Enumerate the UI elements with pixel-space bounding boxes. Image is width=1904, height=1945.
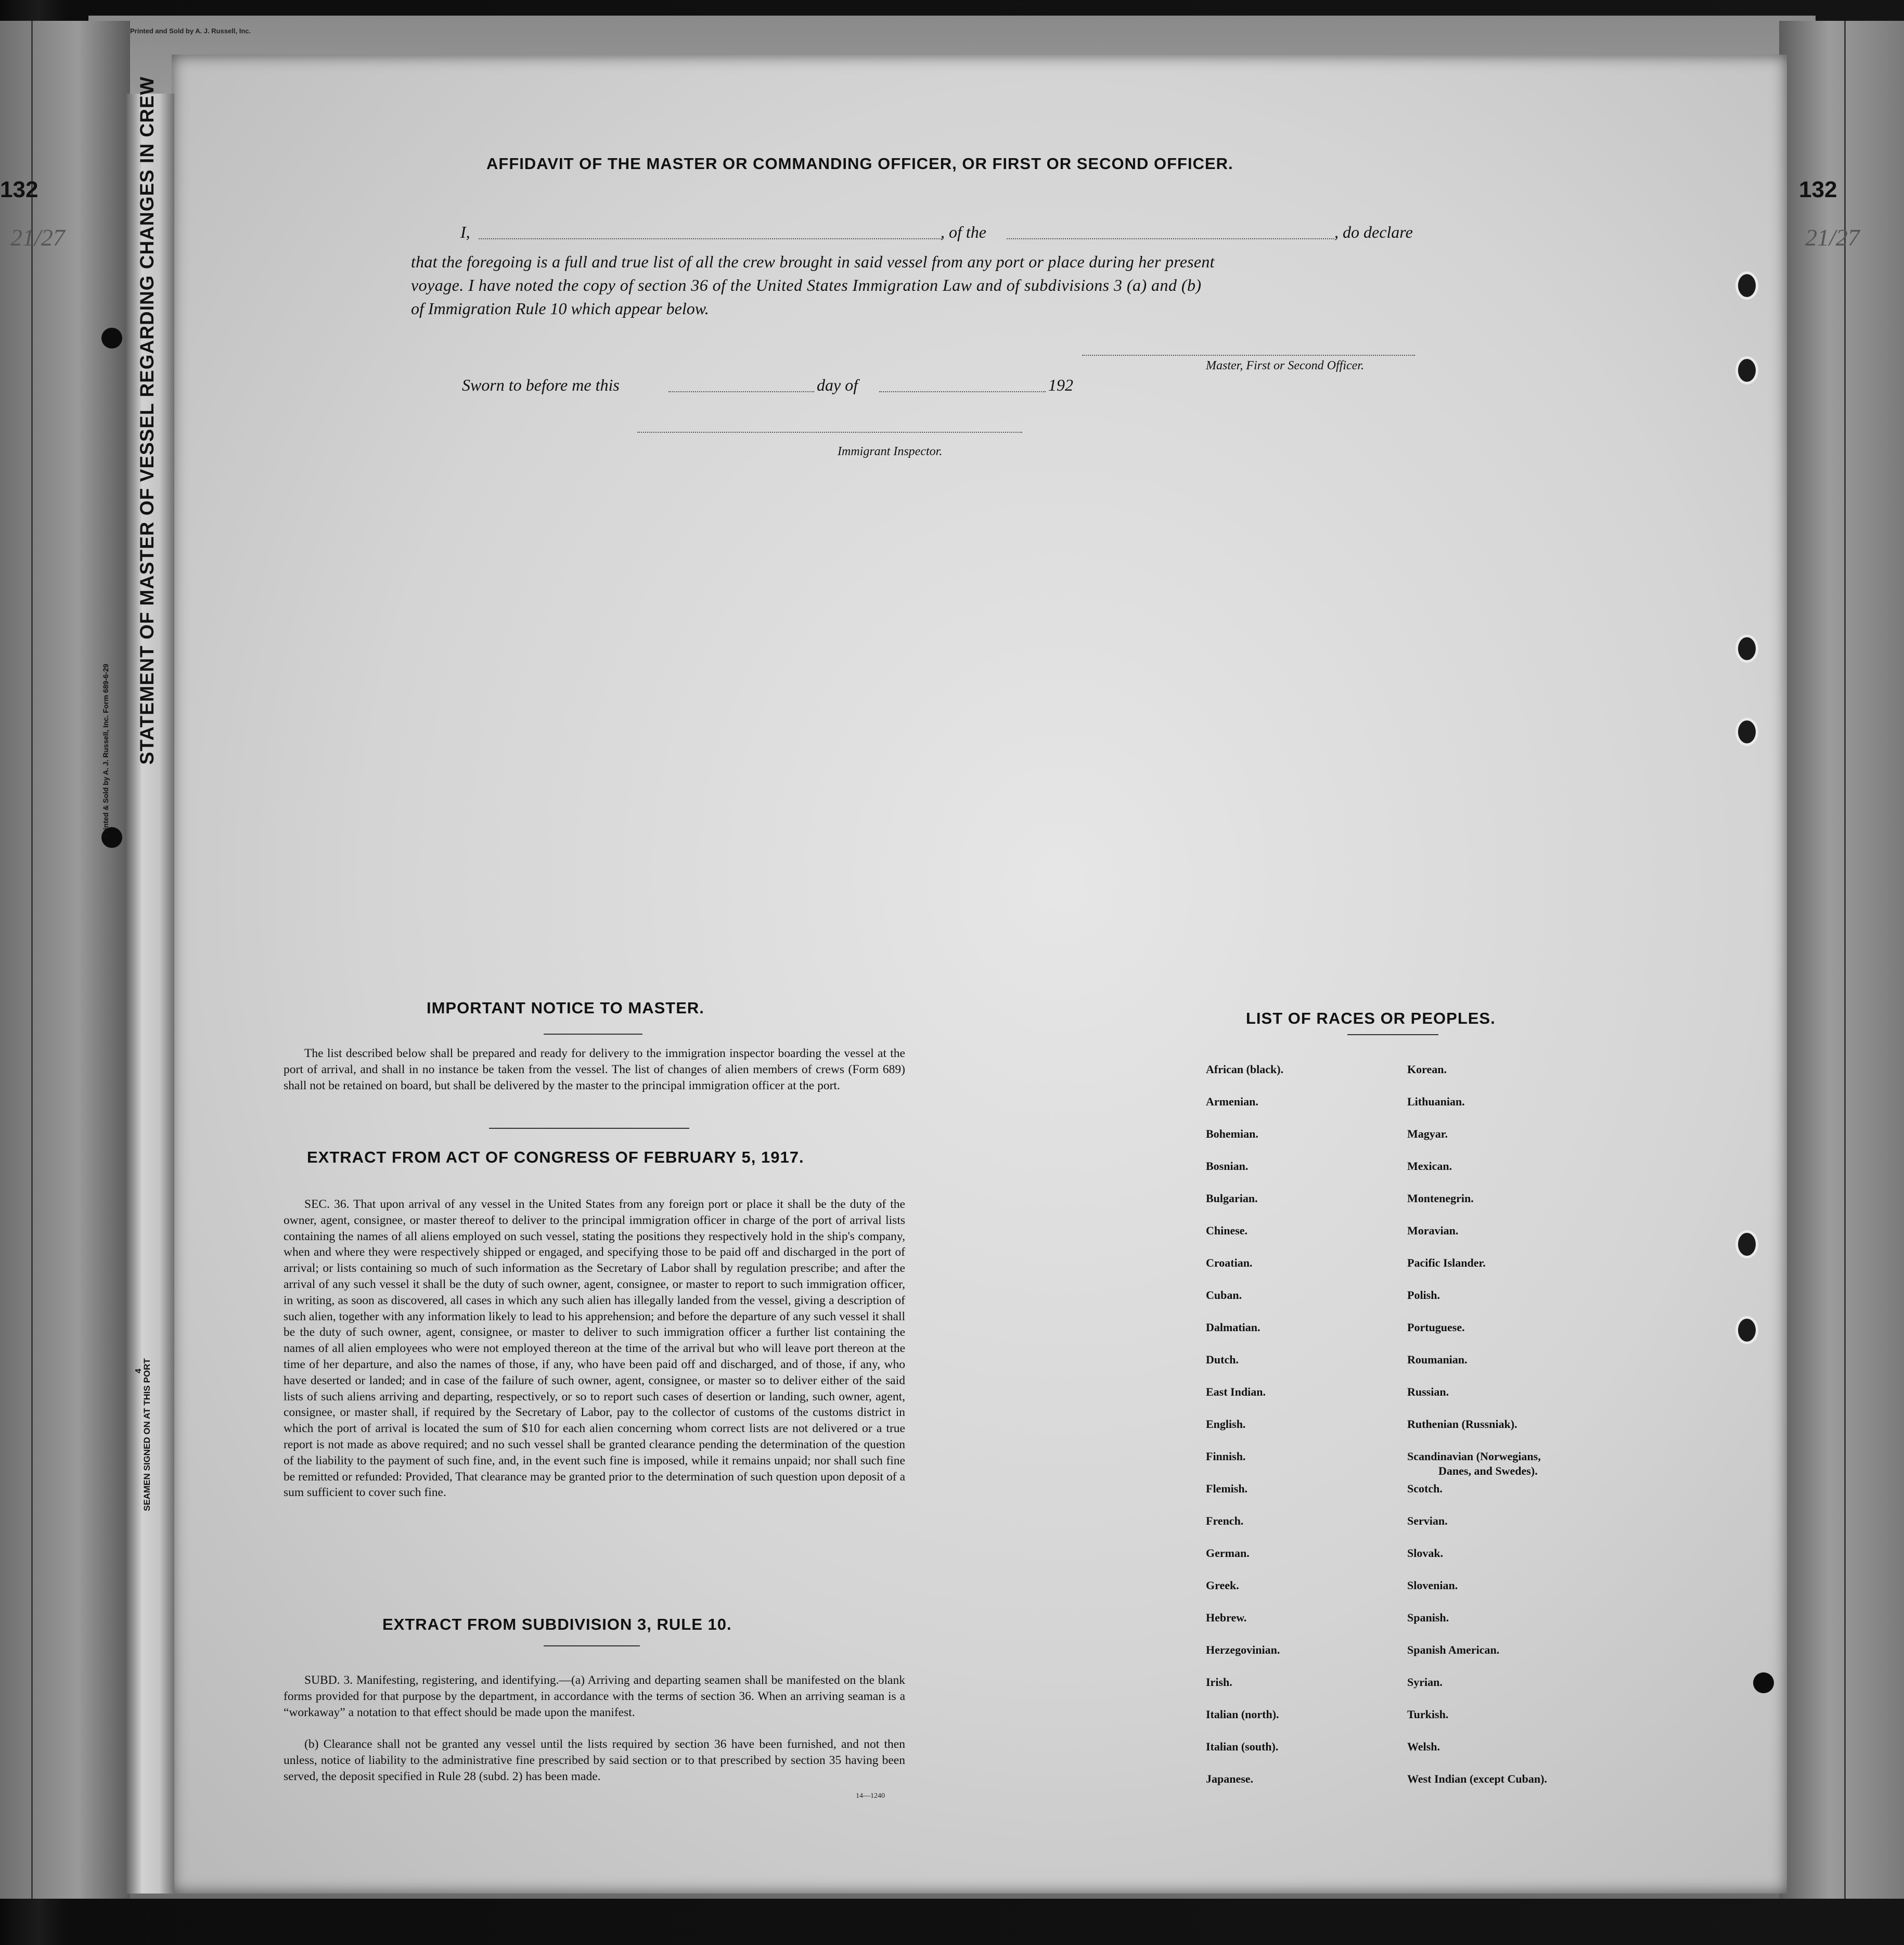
race-right: Spanish. <box>1407 1611 1449 1624</box>
race-right: Pacific Islander. <box>1407 1256 1486 1269</box>
race-right: Spanish American. <box>1407 1643 1500 1656</box>
strip-title: STATEMENT OF MASTER OF VESSEL REGARDING CHANGES IN CREW <box>136 76 158 765</box>
margin-figure-right: 21/27 <box>1805 224 1860 251</box>
printer-mark: Printed and Sold by A. J. Russell, Inc. <box>130 27 251 35</box>
race-right: Slovak. <box>1407 1547 1444 1560</box>
affidavit-line3: voyage. I have noted the copy of section 36 of the United States Immigration Law and of subdivisions 3 (a) and (b) <box>411 276 1202 294</box>
race-right: Slovenian. <box>1407 1579 1458 1592</box>
race-left: Dalmatian. <box>1206 1321 1260 1334</box>
race-left: English. <box>1206 1418 1246 1431</box>
notice-divider <box>544 1034 642 1035</box>
punch-hole <box>1735 1316 1758 1344</box>
race-right: Scotch. <box>1407 1482 1443 1495</box>
section-divider <box>489 1128 689 1129</box>
race-left: Italian (south). <box>1206 1740 1279 1753</box>
notice-title: IMPORTANT NOTICE TO MASTER. <box>427 999 704 1017</box>
race-left: Herzegovinian. <box>1206 1643 1280 1656</box>
race-right: Roumanian. <box>1407 1353 1468 1366</box>
race-right: Korean. <box>1407 1063 1447 1076</box>
race-right: Polish. <box>1407 1289 1440 1302</box>
race-left: Finnish. <box>1206 1450 1246 1463</box>
race-right: Lithuanian. <box>1407 1095 1465 1108</box>
right-page-ruling <box>1844 21 1846 1899</box>
sworn-text: Sworn to before me this <box>462 376 620 394</box>
day-of-text: day of <box>817 376 858 394</box>
race-left: Bulgarian. <box>1206 1192 1258 1205</box>
race-right: Ruthenian (Russniak). <box>1407 1418 1517 1431</box>
race-right: Turkish. <box>1407 1708 1449 1721</box>
affidavit-title: AFFIDAVIT OF THE MASTER OR COMMANDING OFFICER, OR FIRST OR SECOND OFFICER. <box>486 154 1233 173</box>
punch-hole <box>1735 718 1758 746</box>
race-right: West Indian (except Cuban). <box>1407 1772 1547 1785</box>
rule-text-b: (b) Clearance shall not be granted any vessel until the lists required by section 36 have been furnished, and not then unless, notice of liability to the administrative fine prescribed by said section or to that prescribed by section 35 having been served, the deposit specified in Rule 28 (subd. 2) has been made. <box>284 1737 905 1783</box>
sworn-day-blank[interactable] <box>668 391 814 392</box>
race-left: German. <box>1206 1547 1250 1560</box>
strip-subtitle: SEAMEN SIGNED ON AT THIS PORT <box>142 1358 152 1511</box>
race-right: Servian. <box>1407 1514 1448 1527</box>
race-left: East Indian. <box>1206 1385 1266 1398</box>
race-left: Japanese. <box>1206 1772 1254 1785</box>
strip-printer-mark: Printed & Sold by A. J. Russell, Inc. Form 689-6-29 <box>101 663 110 838</box>
race-right: Syrian. <box>1407 1676 1443 1689</box>
sworn-month-blank[interactable] <box>879 391 1046 392</box>
race-right: Moravian. <box>1407 1224 1459 1237</box>
punch-hole <box>1735 356 1758 384</box>
race-left: Flemish. <box>1206 1482 1248 1495</box>
race-left: Cuban. <box>1206 1289 1242 1302</box>
race-left: Italian (north). <box>1206 1708 1279 1721</box>
rule-title: EXTRACT FROM SUBDIVISION 3, RULE 10. <box>382 1615 732 1633</box>
left-facing-page <box>0 21 130 1899</box>
act-title: EXTRACT FROM ACT OF CONGRESS OF FEBRUARY 5, 1917. <box>307 1148 804 1166</box>
year-text: 192 <box>1048 376 1073 394</box>
race-right: Russian. <box>1407 1385 1449 1398</box>
races-title: LIST OF RACES OR PEOPLES. <box>1246 1009 1496 1027</box>
margin-figure-left: 21/27 <box>10 224 65 251</box>
page-number-left: 132 <box>0 177 38 202</box>
punch-hole <box>1735 635 1758 663</box>
race-left: French. <box>1206 1514 1244 1527</box>
strip-number: 4 <box>134 1369 143 1373</box>
race-left: Greek. <box>1206 1579 1239 1592</box>
left-page-ruling <box>31 21 33 1899</box>
race-right: Scandinavian (Norwegians, <box>1407 1450 1541 1463</box>
vessel-blank[interactable] <box>1007 238 1334 239</box>
rule-text-a: SUBD. 3. Manifesting, registering, and identifying.—(a) Arriving and departing seamen shall be manifested on the blank forms provided for that purpose by the department, in accordance with the terms of section 36. When an arriving seaman is a “workaway” a notation to that effect should be made upon the manifest. <box>284 1673 905 1719</box>
race-left: Croatian. <box>1206 1256 1253 1269</box>
form-number: 14—1240 <box>856 1792 885 1800</box>
affidavit-line2: that the foregoing is a full and true list of all the crew brought in said vessel from any port or place during her present <box>411 252 1215 271</box>
punch-hole <box>1735 1230 1758 1258</box>
race-left: African (black). <box>1206 1063 1284 1076</box>
race-right: Montenegrin. <box>1407 1192 1474 1205</box>
master-signature-line[interactable] <box>1082 355 1415 356</box>
inspector-label: Immigrant Inspector. <box>838 445 943 458</box>
race-right: Danes, and Swedes). <box>1438 1464 1538 1477</box>
race-right: Magyar. <box>1407 1127 1448 1140</box>
race-right: Welsh. <box>1407 1740 1440 1753</box>
race-left: Armenian. <box>1206 1095 1258 1108</box>
race-left: Irish. <box>1206 1676 1232 1689</box>
punch-hole <box>1735 272 1758 300</box>
race-right: Portuguese. <box>1407 1321 1465 1334</box>
race-left: Dutch. <box>1206 1353 1239 1366</box>
affidavit-of-the: , of the <box>941 223 986 241</box>
punch-hole <box>1753 1672 1774 1693</box>
rule-divider <box>544 1645 640 1646</box>
affidavit-i: I, <box>460 223 470 241</box>
page-number-right: 132 <box>1799 177 1837 202</box>
races-divider <box>1347 1034 1438 1035</box>
race-left: Bosnian. <box>1206 1160 1249 1173</box>
inspector-signature-line[interactable] <box>637 432 1022 433</box>
notice-text: The list described below shall be prepared and ready for delivery to the immigration inspector boarding the vessel at the port of arrival, and shall in no instance be taken from the vessel. The list of changes of alien members of crews (Form 689) shall not be retained on board, but shall be delivered by the master to the principal immigration officer at the port. <box>284 1047 905 1092</box>
affidavit-line4: of Immigration Rule 10 which appear below. <box>411 299 709 318</box>
race-left: Bohemian. <box>1206 1127 1258 1140</box>
master-label: Master, First or Second Officer. <box>1206 359 1364 372</box>
act-text: SEC. 36. That upon arrival of any vessel in the United States from any foreign port or place it shall be the duty of the owner, agent, consignee, or master thereof to deliver to the principal immigration officer in charge of the port of arrival lists containing the names of all aliens employed on such vessel, stating the positions they respectively hold in the ship's company, when and where they were respectively shipped or engaged, and specifying those to be paid off and discharged in the port of arrival; or lists containing so much of such information as the Secretary of Labor shall by regulation prescribe; and after the arrival of any such vessel it shall be the duty of such owner, agent, consignee, or master to report to such immigration officer, in writing, as soon as discovered, all cases in which any such alien has illegally landed from the vessel, giving a description of such alien, together with any information likely to lead to his apprehension; and before the departure of any such vessel it shall be the duty of such owner, agent, consignee, or master to deliver to such immigration officer a further list containing the names of all alien employees who were not employed thereon at the time of the arrival but who will leave port thereon at the time of her departure, and also the names of those, if any, who have been paid off and discharged, and of those, if any, who have deserted or landed; and in case of the failure of such owner, agent, consignee, or master so to deliver either of the said lists of such aliens arriving and departing, respectively, or so to report such cases of desertion or landing, such owner, agent, consignee, or master shall, if required by the Secretary of Labor, pay to the collector of customs of the customs district in which the port of arrival is located the sum of $10 for each alien concerning whom correct lists are not delivered or a true report is not made as above required; and no such vessel shall be granted clearance pending the determination of the question of the liability to the payment of such fine, and, in the event such fine is imposed, while it remains unpaid; nor shall such fine be remitted or refunded: Provided, That clearance may be granted prior to the determination of such question upon deposit of a sum sufficient to cover such fine. <box>284 1197 905 1500</box>
race-right: Mexican. <box>1407 1160 1452 1173</box>
name-blank[interactable] <box>479 238 942 239</box>
race-left: Hebrew. <box>1206 1611 1247 1624</box>
punch-hole <box>101 328 122 349</box>
right-facing-page <box>1779 21 1904 1899</box>
affidavit-declare: , do declare <box>1334 223 1413 241</box>
race-left: Chinese. <box>1206 1224 1248 1237</box>
